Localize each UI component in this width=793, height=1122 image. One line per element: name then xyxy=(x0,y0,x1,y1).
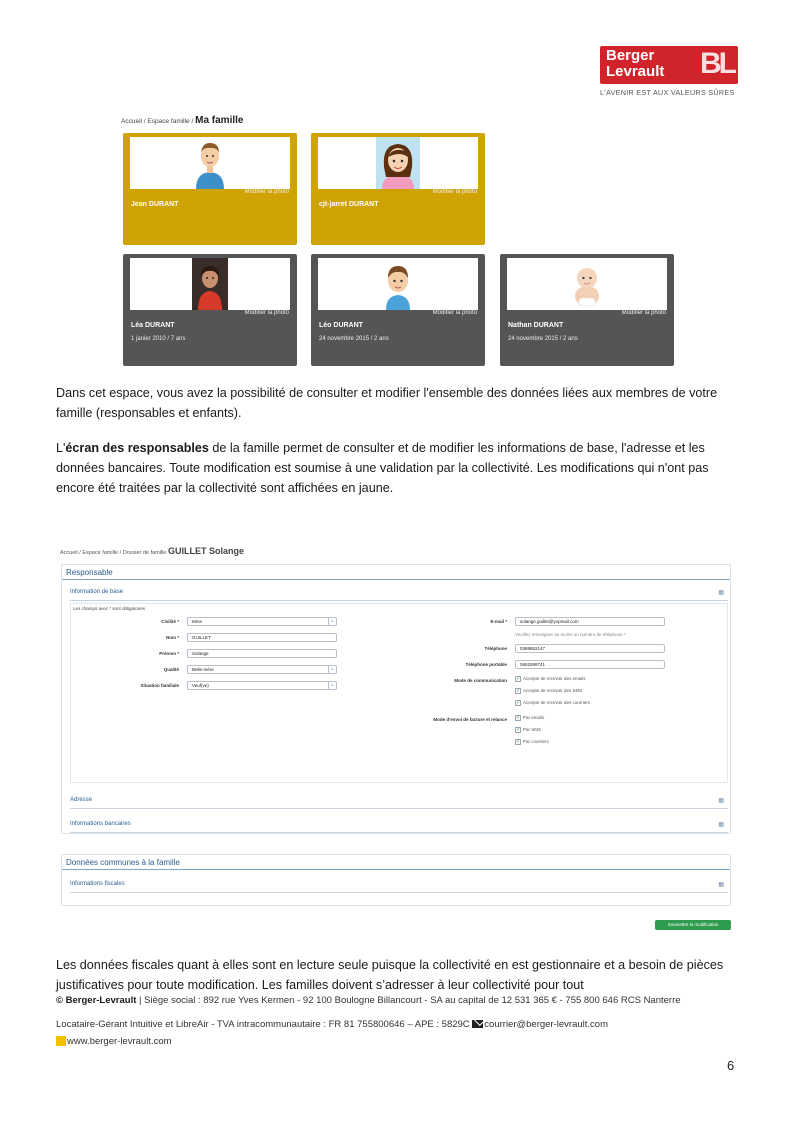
breadcrumb-current: GUILLET Solange xyxy=(167,546,244,556)
submit-button[interactable]: Soumettre la modification xyxy=(655,920,731,930)
member-card-conjoint[interactable] xyxy=(311,133,485,245)
checkbox-facture-emails[interactable]: ✓ Par emails xyxy=(516,715,545,721)
checkbox-emails[interactable]: ✓ Accepte de recevoir des emails xyxy=(516,676,586,682)
member-birth: 1 janier 2010 / 7 ans xyxy=(131,336,186,342)
member-card-leo[interactable] xyxy=(311,254,485,366)
nom-input[interactable]: GUILLET xyxy=(187,633,337,642)
checkbox-sms[interactable]: ✓ Accepte de recevoir des SMS xyxy=(516,688,583,694)
modify-photo-link[interactable]: Modifier la photo xyxy=(432,189,477,195)
berger-levrault-logo xyxy=(600,46,738,98)
checkbox-facture-courriers[interactable]: ✓ Par courriers xyxy=(516,739,549,745)
logo-wordmark xyxy=(606,48,664,80)
famille-screenshot xyxy=(118,110,678,372)
page-number: 6 xyxy=(727,1058,735,1073)
email-field[interactable]: solange.guillet@yopmail.com xyxy=(515,617,665,626)
adresse-label: Adresse xyxy=(70,797,93,803)
fiscales-label: Informations fiscales xyxy=(70,881,125,887)
member-name: cjt-jarret DURANT xyxy=(319,201,379,208)
expand-icon[interactable]: ▦ xyxy=(718,882,724,888)
member-name: Jean DURANT xyxy=(131,201,179,208)
expand-icon[interactable]: ▦ xyxy=(718,822,724,828)
civilite-select[interactable]: Mme ⌄ xyxy=(187,617,337,626)
check-icon: ✓ xyxy=(516,688,521,694)
woman-avatar-icon xyxy=(376,137,420,189)
logo-tagline: L'AVENIR EST AUX VALEURS SÛRES xyxy=(600,88,735,97)
modify-photo-link[interactable]: Modifier la photo xyxy=(244,189,289,195)
logo-box xyxy=(600,46,738,84)
responsables-paragraph: L'écran des responsables de la famille permet de consulter et de modifier les informations de base, l'adresse et les données bancaires. Toute modification est soumise à une validation par la collectivité. Les modifications qui n'ont pas encore été traitées par la collectivité sont affichées en jaune. xyxy=(56,441,709,495)
member-birth: 24 novembre 2015 / 2 ans xyxy=(319,336,389,342)
footer-web[interactable]: www.berger-levrault.com xyxy=(67,1036,172,1047)
member-photo xyxy=(130,137,290,189)
fiscales-section[interactable] xyxy=(70,877,728,893)
web-icon xyxy=(56,1036,66,1046)
member-name: Nathan DURANT xyxy=(508,322,564,329)
breadcrumb-home[interactable]: Accueil xyxy=(121,118,142,125)
member-photo xyxy=(318,137,478,189)
member-name: Léa DURANT xyxy=(131,322,175,329)
member-photo xyxy=(130,258,290,310)
prenom-input[interactable]: Solange xyxy=(187,649,337,658)
check-icon: ✓ xyxy=(516,739,521,745)
bancaires-label: Informations bancaires xyxy=(70,821,131,827)
checkbox-courriers[interactable]: ✓ Accepte de recevoir des courriers xyxy=(516,700,591,706)
footer-line2: Locataire-Gérant Intuitive et LibreAir - TVA intracommunautaire : FR 81 755800646 – APE : 5829C courrier@berger-levrault.com xyxy=(56,1019,608,1030)
footer-email[interactable]: courrier@berger-levrault.com xyxy=(484,1019,608,1030)
girl-photo-icon xyxy=(192,258,228,310)
boy-avatar-icon xyxy=(380,258,416,310)
collapse-icon[interactable]: ▦ xyxy=(718,590,724,596)
check-icon: ✓ xyxy=(516,715,521,721)
member-card-lea[interactable] xyxy=(123,254,297,366)
intro-paragraph: Dans cet espace, vous avez la possibilité de consulter et modifier l'ensemble des données liées aux membres de votre famille (responsables et enfants). xyxy=(56,386,718,420)
member-photo xyxy=(507,258,667,310)
breadcrumb-espace[interactable]: Espace famille xyxy=(82,550,119,556)
communes-title: Données communes à la famille xyxy=(66,858,180,867)
baby-photo-icon xyxy=(569,258,605,310)
telephone-field[interactable]: 0369852147 xyxy=(515,644,665,653)
footer-line1: © Berger-Levrault | Siège social : 892 rue Yves Kermen - 92 100 Boulogne Billancourt - SA au capital de 12 531 365 € - 755 800 646 RCS Nanterre xyxy=(56,995,681,1006)
breadcrumb: Accueil / Espace famille / Ma famille xyxy=(121,115,244,126)
member-name: Léo DURANT xyxy=(319,322,363,329)
responsables-highlight: écran des responsables xyxy=(65,441,209,455)
info-base-section[interactable] xyxy=(70,585,728,601)
required-note: Les champs avec * sont obligatoires xyxy=(73,606,146,611)
expand-icon[interactable]: ▦ xyxy=(718,798,724,804)
footer-line3 xyxy=(56,1036,172,1047)
responsable-title: Responsable xyxy=(66,568,113,577)
member-card-jean[interactable] xyxy=(123,133,297,245)
chevron-down-icon: ⌄ xyxy=(328,618,336,625)
footer-brand: © Berger-Levrault xyxy=(56,995,137,1006)
logo-mark: BL xyxy=(700,47,734,80)
info-base-label: Information de base xyxy=(70,589,124,595)
member-birth: 24 novembre 2015 / 2 ans xyxy=(508,336,578,342)
man-avatar-icon xyxy=(192,137,228,189)
phone-note: Veuillez renseigner au moins un numéro de téléphone * xyxy=(515,632,626,637)
responsable-panel xyxy=(61,564,731,834)
portable-field[interactable]: 0652598741 xyxy=(515,660,665,669)
breadcrumb-espace[interactable]: Espace famille xyxy=(147,118,190,125)
modify-photo-link[interactable]: Modifier la photo xyxy=(621,310,666,316)
check-icon: ✓ xyxy=(516,676,521,682)
bancaires-section[interactable] xyxy=(70,817,728,833)
member-card-nathan[interactable] xyxy=(500,254,674,366)
chevron-down-icon: ⌄ xyxy=(328,666,336,673)
modify-photo-link[interactable]: Modifier la photo xyxy=(432,310,477,316)
member-photo xyxy=(318,258,478,310)
breadcrumb-home[interactable]: Accueil xyxy=(60,550,78,556)
fiscales-paragraph: Les données fiscales quant à elles sont en lecture seule puisque la collectivité en est gestionnaire et a besoin de pièces justificatives pour toute modification. Les familles doivent s’adresser à leur collectivité pour tout xyxy=(56,958,724,992)
breadcrumb-dossier[interactable]: Dossier de famille xyxy=(122,550,167,556)
breadcrumb: Accueil / Espace famille / Dossier de famille GUILLET Solange xyxy=(60,546,244,556)
checkbox-facture-sms[interactable]: ✓ Par SMS xyxy=(516,727,542,733)
envelope-icon xyxy=(472,1020,483,1028)
dossier-screenshot xyxy=(57,540,733,936)
logo-line2: Levrault xyxy=(606,63,665,80)
info-base-body: Les champs avec * sont obligatoires Civilité * Mme ⌄ Nom * GUILLET Prénom * Solange Qualité Belle-mère ⌄ Situation familiale Veuf(ve) ⌄ E-mail * solange.guillet@yopmail.com Veuillez renseigner au moins un numéro de téléphone * Téléphone 0369852147 Téléphone portable 0652598741 Mode de communication ✓ Accepte de recevoir des emails ✓ Accepte de recevoir des SMS ✓ Accepte de recevoir des courriers Mode d'envoi de facture et relance ✓ Par emails ✓ Par SMS ✓ Par courriers xyxy=(70,603,728,783)
chevron-down-icon: ⌄ xyxy=(328,682,336,689)
adresse-section[interactable] xyxy=(70,793,728,809)
logo-line1: Berger xyxy=(606,47,655,64)
check-icon: ✓ xyxy=(516,700,521,706)
check-icon: ✓ xyxy=(516,727,521,733)
breadcrumb-current: Ma famille xyxy=(195,115,244,126)
qualite-select[interactable]: Belle-mère ⌄ xyxy=(187,665,337,674)
modify-photo-link[interactable]: Modifier la photo xyxy=(244,310,289,316)
situation-select[interactable]: Veuf(ve) ⌄ xyxy=(187,681,337,690)
communes-panel xyxy=(61,854,731,906)
